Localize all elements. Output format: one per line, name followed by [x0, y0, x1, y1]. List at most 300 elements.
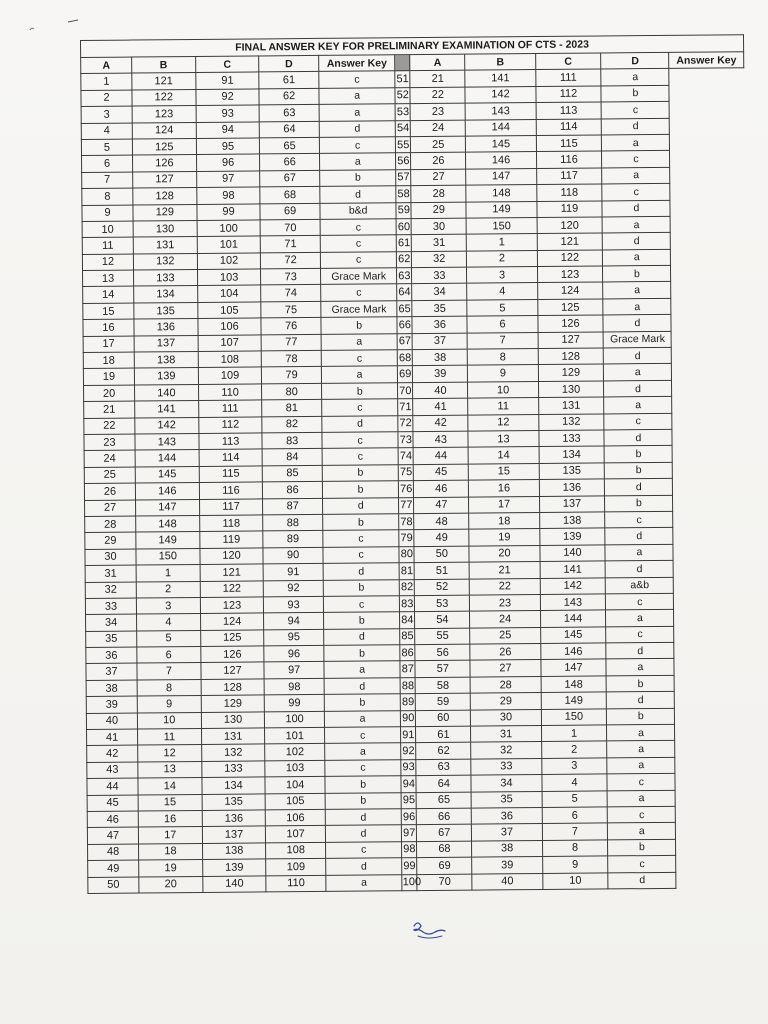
cell-right-c: 40 [472, 873, 542, 890]
cell-left-d: 103 [265, 760, 325, 777]
cell-right-c: 37 [472, 824, 542, 841]
cell-right-c: 143 [466, 103, 536, 120]
cell-left-answer-key: c [324, 727, 401, 744]
cell-left-c: 122 [200, 580, 264, 597]
header-d-left: D [259, 55, 319, 72]
cell-right-d: 125 [537, 299, 603, 316]
cell-left-d: 83 [262, 432, 322, 449]
cell-right-b: 44 [413, 447, 468, 464]
cell-right-b: 47 [414, 497, 469, 514]
cell-right-d: 2 [541, 741, 607, 758]
cell-right-answer-key: d [605, 560, 673, 577]
cell-right-answer-key: c [605, 511, 673, 528]
cell-left-d: 108 [266, 842, 326, 859]
cell-left-c: 98 [196, 187, 260, 204]
cell-left-b: 4 [136, 614, 200, 631]
cell-left-b: 9 [137, 696, 201, 713]
cell-right-a: 94 [401, 776, 416, 793]
cell-right-c: 17 [469, 496, 539, 513]
cell-right-a: 60 [396, 219, 411, 236]
cell-left-d: 96 [264, 645, 324, 662]
cell-left-a: 4 [81, 123, 132, 140]
cell-left-answer-key: b [323, 612, 400, 629]
cell-left-d: 92 [264, 580, 324, 597]
cell-left-a: 47 [87, 827, 138, 844]
cell-left-d: 64 [260, 121, 320, 138]
cell-left-a: 31 [85, 565, 136, 582]
cell-right-a: 51 [395, 71, 410, 88]
cell-right-b: 58 [415, 677, 470, 694]
cell-left-d: 67 [260, 170, 320, 187]
cell-right-c: 29 [471, 693, 541, 710]
cell-left-c: 111 [198, 400, 262, 417]
cell-left-answer-key: a [319, 88, 396, 105]
cell-left-answer-key: c [319, 71, 396, 88]
cell-right-c: 11 [468, 398, 538, 415]
cell-left-a: 46 [87, 811, 138, 828]
cell-left-c: 133 [202, 761, 266, 778]
cell-right-b: 33 [412, 267, 467, 284]
cell-right-answer-key: b [605, 495, 673, 512]
cell-left-c: 119 [199, 531, 263, 548]
cell-right-answer-key: a [607, 741, 675, 758]
cell-right-answer-key: b [606, 675, 674, 692]
cell-left-c: 118 [199, 515, 263, 532]
cell-left-a: 2 [81, 90, 132, 107]
cell-left-b: 144 [135, 450, 199, 467]
signature-mark [408, 916, 448, 944]
cell-left-b: 1 [136, 565, 200, 582]
cell-left-d: 89 [263, 531, 323, 548]
cell-left-c: 131 [201, 728, 265, 745]
header-a-right: A [410, 54, 465, 71]
cell-right-d: 140 [539, 545, 605, 562]
cell-left-d: 97 [264, 662, 324, 679]
cell-right-answer-key: b [601, 85, 669, 102]
answer-rows [81, 68, 751, 893]
cell-left-a: 21 [84, 401, 135, 418]
cell-right-b: 37 [412, 333, 467, 350]
cell-right-answer-key: d [605, 479, 673, 496]
cell-right-c: 146 [466, 152, 536, 169]
cell-right-b: 62 [416, 743, 471, 760]
cell-left-a: 49 [88, 860, 139, 877]
cell-right-b: 48 [414, 513, 469, 530]
cell-right-a: 64 [397, 284, 412, 301]
cell-right-d: 113 [536, 102, 602, 119]
cell-right-a: 70 [398, 382, 413, 399]
cell-right-answer-key: c [606, 626, 674, 643]
document-title: FINAL ANSWER KEY FOR PRELIMINARY EXAMINATION OF CTS - 2023 [81, 35, 744, 58]
cell-left-c: 92 [196, 89, 260, 106]
cell-left-b: 129 [133, 204, 197, 221]
cell-left-b: 14 [138, 778, 202, 795]
cell-right-c: 24 [470, 611, 540, 628]
cell-right-answer-key: a [602, 167, 670, 184]
cell-right-d: 9 [542, 856, 608, 873]
cell-right-b: 50 [414, 546, 469, 563]
cell-right-c: 13 [468, 430, 538, 447]
cell-right-answer-key: c [602, 183, 670, 200]
cell-right-answer-key: a [602, 216, 670, 233]
cell-right-d: 8 [542, 840, 608, 857]
cell-left-a: 30 [85, 549, 136, 566]
cell-left-b: 138 [134, 352, 198, 369]
cell-left-a: 6 [82, 155, 133, 172]
cell-left-d: 61 [259, 72, 319, 89]
cell-left-d: 90 [263, 547, 323, 564]
cell-right-d: 117 [536, 168, 602, 185]
cell-left-a: 18 [83, 352, 134, 369]
cell-right-b: 30 [411, 218, 466, 235]
cell-right-answer-key: a [607, 757, 675, 774]
cell-right-answer-key: b [604, 446, 672, 463]
cell-left-b: 11 [137, 728, 201, 745]
cell-right-c: 20 [469, 545, 539, 562]
cell-left-d: 106 [266, 809, 326, 826]
cell-right-a: 53 [395, 104, 410, 121]
cell-right-c: 32 [471, 742, 541, 759]
cell-left-c: 99 [197, 203, 261, 220]
cell-right-b: 42 [413, 415, 468, 432]
cell-left-a: 36 [86, 647, 137, 664]
cell-left-answer-key: a [324, 661, 401, 678]
cell-left-d: 79 [262, 367, 322, 384]
cell-left-b: 128 [133, 188, 197, 205]
cell-right-answer-key: Grace Mark [603, 331, 671, 348]
cell-left-answer-key: c [320, 219, 397, 236]
cell-right-a: 91 [401, 727, 416, 744]
cell-left-c: 115 [199, 466, 263, 483]
cell-right-c: 26 [470, 644, 540, 661]
cell-right-c: 10 [468, 381, 538, 398]
cell-right-answer-key: a [607, 724, 675, 741]
cell-left-a: 24 [84, 450, 135, 467]
cell-right-d: 149 [541, 692, 607, 709]
cell-right-a: 56 [396, 153, 411, 170]
cell-left-answer-key: b [322, 481, 399, 498]
cell-right-d: 118 [536, 184, 602, 201]
cell-right-b: 38 [412, 349, 467, 366]
cell-left-a: 10 [82, 221, 133, 238]
cell-right-d: 115 [536, 135, 602, 152]
cell-left-b: 3 [136, 597, 200, 614]
cell-left-d: 66 [260, 154, 320, 171]
cell-right-b: 53 [415, 595, 470, 612]
cell-right-c: 21 [470, 562, 540, 579]
cell-right-d: 146 [540, 643, 606, 660]
cell-left-a: 9 [82, 205, 133, 222]
cell-right-d: 138 [539, 512, 605, 529]
cell-left-answer-key: b [323, 514, 400, 531]
cell-right-b: 32 [412, 251, 467, 268]
cell-right-a: 69 [398, 366, 413, 383]
cell-right-c: 15 [469, 463, 539, 480]
cell-left-a: 39 [86, 696, 137, 713]
cell-right-a: 55 [396, 137, 411, 154]
cell-right-d: 141 [540, 561, 606, 578]
cell-right-a: 84 [400, 612, 415, 629]
cell-right-a: 73 [398, 432, 413, 449]
cell-right-a: 100 [402, 874, 417, 891]
cell-right-a: 81 [399, 563, 414, 580]
cell-left-b: 130 [133, 220, 197, 237]
cell-left-a: 35 [86, 631, 137, 648]
cell-left-d: 101 [265, 727, 325, 744]
cell-left-answer-key: d [325, 825, 402, 842]
cell-left-b: 121 [132, 73, 196, 90]
cell-right-d: 4 [541, 774, 607, 791]
cell-right-a: 59 [396, 202, 411, 219]
cell-left-answer-key: d [322, 415, 399, 432]
cell-left-a: 41 [87, 729, 138, 746]
cell-right-a: 75 [399, 464, 414, 481]
cell-right-a: 87 [400, 661, 415, 678]
cell-right-answer-key: d [605, 528, 673, 545]
cell-right-b: 67 [417, 824, 472, 841]
header-b-left: B [132, 56, 196, 73]
cell-left-c: 96 [196, 154, 260, 171]
cell-right-a: 85 [400, 628, 415, 645]
cell-left-d: 80 [262, 383, 322, 400]
cell-right-d: 119 [536, 200, 602, 217]
cell-right-b: 23 [410, 103, 465, 120]
cell-left-answer-key: b [324, 645, 401, 662]
cell-right-d: 10 [542, 872, 608, 889]
cell-left-b: 16 [138, 810, 202, 827]
cell-right-d: 1 [541, 725, 607, 742]
cell-right-b: 29 [411, 202, 466, 219]
cell-left-c: 130 [201, 712, 265, 729]
cell-left-d: 93 [264, 596, 324, 613]
cell-left-b: 123 [132, 106, 196, 123]
cell-left-b: 122 [132, 89, 196, 106]
cell-left-b: 132 [133, 253, 197, 270]
cell-left-answer-key: c [325, 760, 402, 777]
cell-right-c: 18 [469, 512, 539, 529]
cell-left-answer-key: c [320, 251, 397, 268]
cell-left-d: 75 [261, 301, 321, 318]
cell-right-d: 6 [542, 807, 608, 824]
cell-left-a: 15 [83, 303, 134, 320]
cell-left-a: 22 [84, 418, 135, 435]
cell-left-d: 71 [261, 236, 321, 253]
cell-left-answer-key: c [322, 432, 399, 449]
cell-right-a: 66 [397, 317, 412, 334]
cell-right-d: 122 [537, 250, 603, 267]
cell-right-a: 90 [401, 710, 416, 727]
cell-left-answer-key: c [323, 546, 400, 563]
cell-left-a: 33 [85, 598, 136, 615]
cell-right-c: 5 [467, 299, 537, 316]
cell-left-c: 120 [200, 548, 264, 565]
cell-right-d: 142 [540, 577, 606, 594]
cell-right-b: 63 [416, 759, 471, 776]
cell-left-d: 91 [264, 564, 324, 581]
cell-left-answer-key: Grace Mark [320, 268, 397, 285]
cell-right-a: 57 [396, 169, 411, 186]
cell-right-d: 148 [541, 676, 607, 693]
cell-right-a: 67 [397, 333, 412, 350]
cell-left-c: 113 [199, 433, 263, 450]
cell-right-a: 68 [398, 350, 413, 367]
cell-left-answer-key: c [322, 399, 399, 416]
cell-left-b: 127 [133, 171, 197, 188]
cell-left-b: 142 [135, 417, 199, 434]
cell-right-answer-key: a [602, 134, 670, 151]
cell-right-a: 93 [401, 759, 416, 776]
cell-left-b: 15 [138, 794, 202, 811]
cell-left-answer-key: d [325, 809, 402, 826]
header-b-right: B [465, 54, 535, 71]
cell-left-d: 110 [266, 875, 326, 892]
cell-left-answer-key: b [325, 792, 402, 809]
cell-right-answer-key: c [601, 102, 669, 119]
cell-left-c: 116 [199, 482, 263, 499]
cell-right-c: 35 [472, 791, 542, 808]
cell-left-b: 150 [136, 548, 200, 565]
cell-left-a: 44 [87, 778, 138, 795]
cell-right-c: 141 [465, 70, 535, 87]
cell-left-c: 102 [197, 253, 261, 270]
cell-right-a: 63 [397, 268, 412, 285]
cell-right-b: 28 [411, 185, 466, 202]
cell-left-answer-key: c [319, 137, 396, 154]
cell-right-a: 95 [401, 792, 416, 809]
cell-left-d: 98 [265, 678, 325, 695]
cell-right-c: 28 [471, 676, 541, 693]
cell-right-d: 116 [536, 151, 602, 168]
cell-left-b: 126 [132, 155, 196, 172]
cell-left-answer-key: b [325, 776, 402, 793]
cell-left-c: 124 [200, 613, 264, 630]
cell-left-answer-key: d [319, 120, 396, 137]
cell-right-a: 76 [399, 481, 414, 498]
cell-right-answer-key: d [607, 692, 675, 709]
cell-right-answer-key: a [603, 282, 671, 299]
cell-right-b: 45 [413, 464, 468, 481]
cell-left-c: 108 [198, 351, 262, 368]
cell-right-d: 150 [541, 709, 607, 726]
cell-left-a: 5 [81, 139, 132, 156]
cell-right-answer-key: a [607, 790, 675, 807]
cell-right-d: 132 [538, 414, 604, 431]
cell-left-b: 137 [134, 335, 198, 352]
cell-right-d: 126 [537, 315, 603, 332]
cell-right-d: 127 [538, 332, 604, 349]
cell-left-c: 109 [198, 367, 262, 384]
cell-left-d: 77 [261, 334, 321, 351]
cell-right-c: 142 [465, 86, 535, 103]
cell-left-answer-key: b [324, 694, 401, 711]
cell-left-answer-key: a [319, 153, 396, 170]
cell-left-c: 110 [198, 384, 262, 401]
cell-right-answer-key: d [604, 429, 672, 446]
cell-right-answer-key: a [601, 69, 669, 86]
cell-right-b: 22 [410, 87, 465, 104]
cell-left-c: 94 [196, 121, 260, 138]
cell-left-d: 63 [259, 105, 319, 122]
cell-left-b: 124 [132, 122, 196, 139]
cell-left-d: 68 [260, 187, 320, 204]
cell-right-d: 134 [539, 446, 605, 463]
cell-left-d: 81 [262, 400, 322, 417]
header-c-left: C [195, 56, 259, 73]
cell-left-b: 131 [133, 237, 197, 254]
cell-right-d: 120 [537, 217, 603, 234]
cell-left-a: 12 [82, 254, 133, 271]
cell-left-c: 139 [202, 859, 266, 876]
cell-right-a: 79 [399, 530, 414, 547]
cell-left-b: 135 [134, 302, 198, 319]
cell-left-answer-key: c [325, 841, 402, 858]
cell-right-a: 88 [400, 677, 415, 694]
cell-right-d: 137 [539, 495, 605, 512]
margin-mark [22, 14, 82, 38]
cell-right-a: 86 [400, 645, 415, 662]
cell-left-a: 17 [83, 336, 134, 353]
cell-left-d: 85 [263, 465, 323, 482]
cell-left-d: 78 [262, 350, 322, 367]
cell-left-b: 13 [138, 761, 202, 778]
cell-left-b: 146 [135, 483, 199, 500]
cell-left-a: 45 [87, 795, 138, 812]
cell-left-c: 135 [202, 793, 266, 810]
cell-right-c: 6 [467, 316, 537, 333]
cell-left-answer-key: a [325, 743, 402, 760]
cell-right-b: 52 [414, 579, 469, 596]
cell-left-c: 104 [197, 285, 261, 302]
cell-right-a: 77 [399, 497, 414, 514]
cell-right-d: 131 [538, 397, 604, 414]
cell-right-answer-key: d [603, 233, 671, 250]
cell-left-b: 19 [139, 860, 203, 877]
cell-left-b: 125 [132, 138, 196, 155]
cell-left-a: 11 [82, 237, 133, 254]
cell-left-d: 82 [262, 416, 322, 433]
cell-right-c: 14 [469, 447, 539, 464]
cell-right-a: 92 [401, 743, 416, 760]
cell-right-d: 3 [541, 758, 607, 775]
cell-right-d: 123 [537, 266, 603, 283]
cell-left-answer-key: b [323, 579, 400, 596]
cell-left-c: 112 [198, 417, 262, 434]
cell-left-answer-key: a [319, 104, 396, 121]
cell-left-a: 40 [86, 713, 137, 730]
cell-left-c: 103 [197, 269, 261, 286]
header-c-right: C [535, 53, 601, 70]
cell-right-b: 34 [412, 284, 467, 301]
cell-right-d: 112 [535, 86, 601, 103]
cell-left-a: 14 [83, 287, 134, 304]
cell-right-c: 2 [467, 250, 537, 267]
cell-right-b: 21 [410, 71, 465, 88]
cell-right-answer-key: a [604, 364, 672, 381]
cell-right-c: 25 [470, 627, 540, 644]
cell-right-d: 7 [542, 823, 608, 840]
cell-right-d: 144 [540, 610, 606, 627]
header-d-right: D [601, 52, 669, 69]
cell-right-b: 60 [416, 710, 471, 727]
cell-right-answer-key: d [602, 200, 670, 217]
cell-left-b: 143 [135, 433, 199, 450]
cell-left-d: 87 [263, 498, 323, 515]
cell-left-c: 123 [200, 597, 264, 614]
cell-left-b: 10 [137, 712, 201, 729]
cell-right-c: 149 [466, 201, 536, 218]
cell-right-answer-key: c [608, 855, 676, 872]
cell-left-answer-key: d [324, 678, 401, 695]
